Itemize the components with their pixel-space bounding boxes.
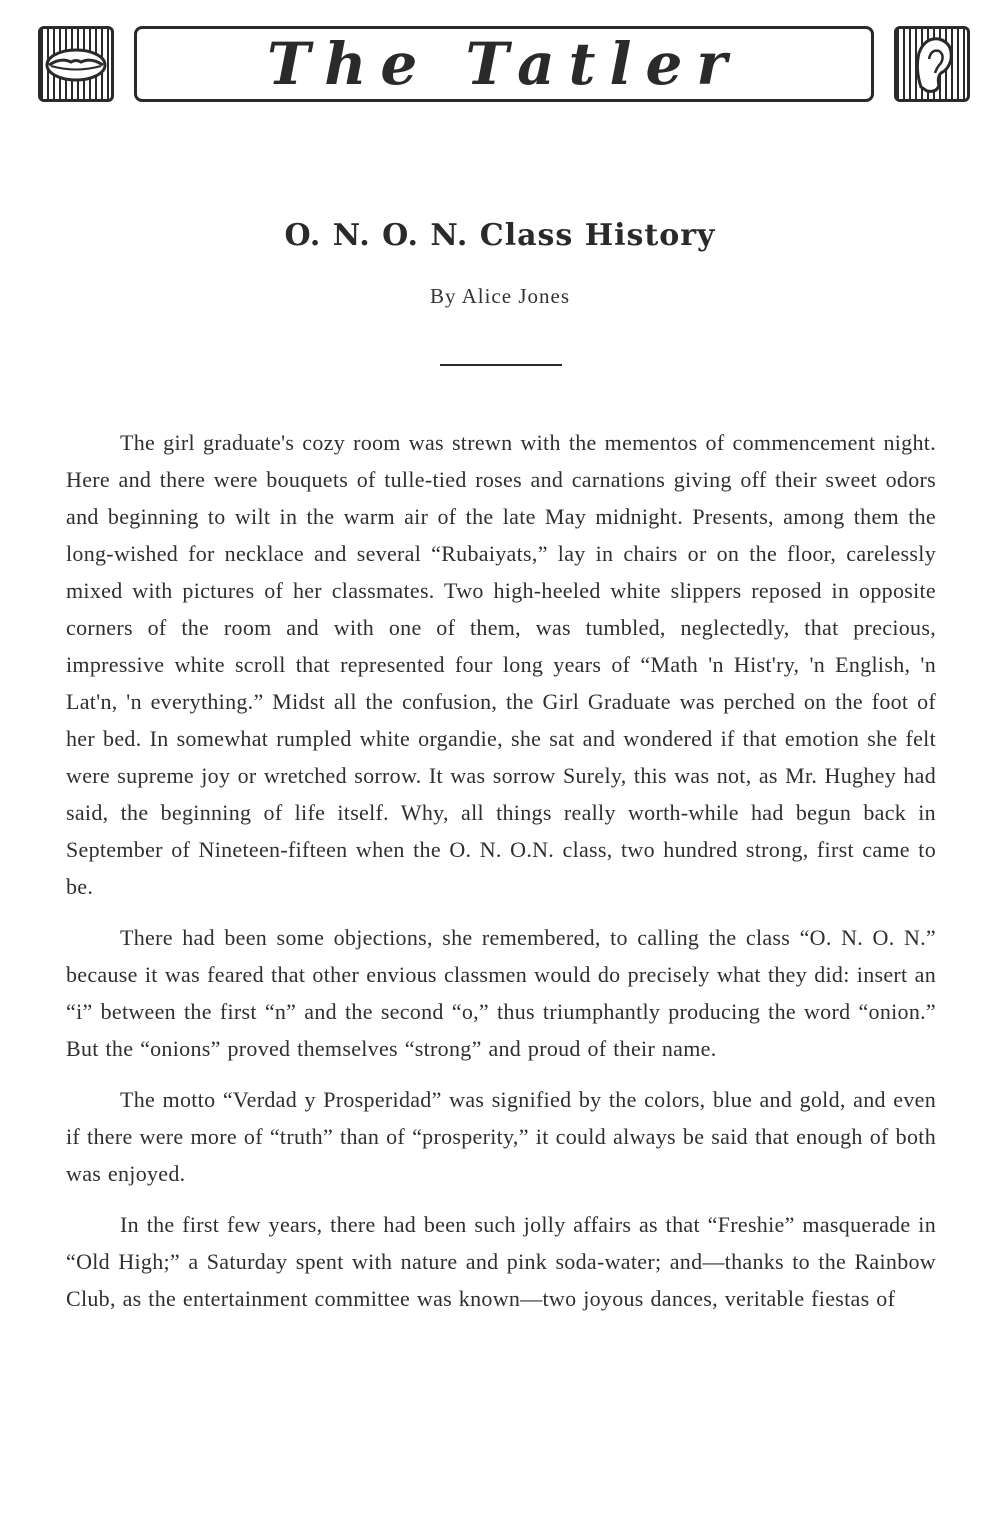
article-title: O. N. O. N. Class History bbox=[284, 218, 716, 253]
paragraph-3: The motto “Verdad y Prosperidad” was signified by the colors, blue and gold, and even if there were more of “truth” than of “prosperity,” it could always be said that enough of both was enjoyed. bbox=[66, 1087, 936, 1186]
masthead-title: The Tatler bbox=[267, 30, 741, 98]
ear-icon bbox=[894, 26, 970, 102]
paragraph-4: In the first few years, there had been such jolly affairs as that “Freshie” masquerade in “Old High;” a Saturday spent with nature and pink soda-water; and—thanks to the Rainbow Club, as the entertainment committee was known—two joyous dances, veritable fiestas of bbox=[66, 1212, 936, 1311]
lips-icon bbox=[38, 26, 114, 102]
title-divider bbox=[440, 364, 562, 366]
masthead bbox=[38, 22, 970, 106]
article-body bbox=[66, 424, 936, 1331]
masthead-title-frame bbox=[134, 26, 874, 102]
article-byline: By Alice Jones bbox=[430, 284, 570, 308]
paragraph-1: The girl graduate's cozy room was strewn with the mementos of commencement night. Here and there were bouquets of tulle-tied roses and carnations giving off their sweet odors and beginning to wilt in the warm air of the late May midnight. Presents, among them the long-wished for necklace and several “Rubaiyats,” lay in chairs or on the floor, carelessly mixed with pictures of her classmates. Two high-heeled white slippers reposed in opposite corners of the room and with one of them, was tumbled, neglectedly, that precious, impressive white scroll that represented four long years of “Math 'n Hist'ry, 'n English, 'n Lat'n, 'n everything.” Midst all the confusion, the Girl Graduate was perched on the foot of her bed. In somewhat rumpled white organdie, she sat and wondered if that emotion she felt were supreme joy or wretched sorrow. It was sorrow Surely, this was not, as Mr. Hughey had said, the beginning of life itself. Why, all things really worth-while had begun back in September of Nineteen-fifteen when the O. N. O.N. class, two hundred strong, first came to be. bbox=[66, 430, 936, 899]
paragraph-2: There had been some objections, she remembered, to calling the class “O. N. O. N.” because it was feared that other envious classmen would do precisely what they did: insert an “i” between the first “n” and the second “o,” thus triumphantly producing the word “onion.” But the “onions” proved themselves “strong” and proud of their name. bbox=[66, 925, 936, 1061]
